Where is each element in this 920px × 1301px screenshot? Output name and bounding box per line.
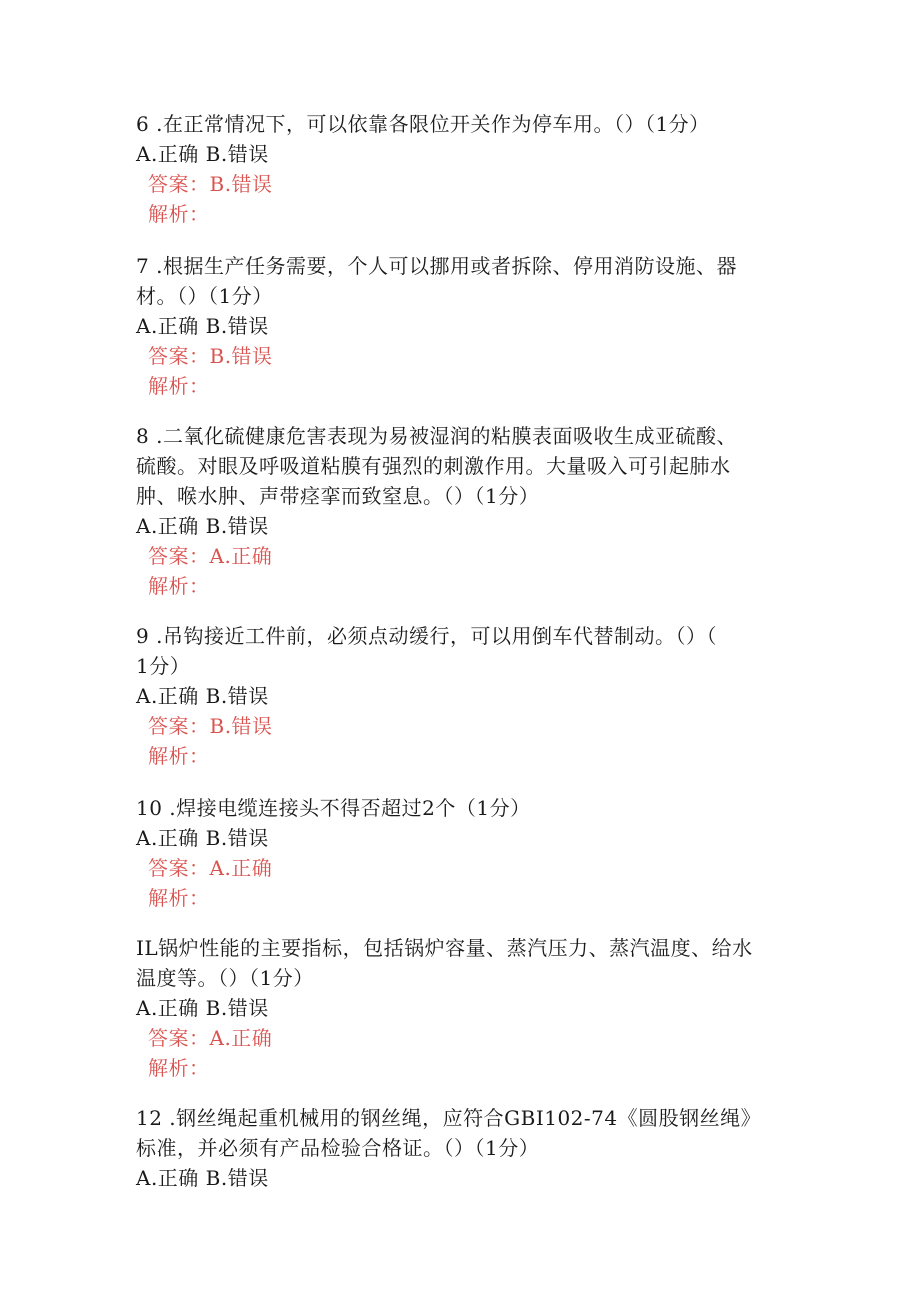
question-analysis: 解析：	[148, 202, 210, 226]
question-analysis: 解析：	[148, 744, 210, 768]
question-options: A.正确 B.错误	[136, 514, 269, 538]
question-answer: 答案：B.错误	[148, 344, 273, 368]
question-answer: 答案：A.正确	[148, 1026, 273, 1050]
question-stem-line: 9 .吊钩接近工件前，必须点动缓行，可以用倒车代替制动。（）（	[136, 624, 717, 648]
question-answer: 答案：B.错误	[148, 714, 273, 738]
question-answer: 答案：B.错误	[148, 172, 273, 196]
question-stem-line: 硫酸。对眼及呼吸道粘膜有强烈的刺激作用。大量吸入可引起肺水	[136, 454, 731, 478]
question-stem-line: 肿、喉水肿、声带痉挛而致窒息。（）（1分）	[136, 484, 540, 508]
question-analysis: 解析：	[148, 574, 210, 598]
question-options: A.正确 B.错误	[136, 142, 269, 166]
question-stem-line: 12 .钢丝绳起重机械用的钢丝绳，应符合GBI102-74《圆股钢丝绳》	[136, 1106, 762, 1130]
question-analysis: 解析：	[148, 374, 210, 398]
question-stem-line: 标准，并必须有产品检验合格证。（）（1分）	[136, 1136, 540, 1160]
question-options: A.正确 B.错误	[136, 684, 269, 708]
question-options: A.正确 B.错误	[136, 826, 269, 850]
question-10	[136, 794, 796, 914]
question-options: A.正确 B.错误	[136, 314, 269, 338]
question-options: A.正确 B.错误	[136, 996, 269, 1020]
question-stem-line: IL锅炉性能的主要指标，包括锅炉容量、蒸汽压力、蒸汽温度、给水	[136, 936, 753, 960]
question-stem-line: 7 .根据生产任务需要，个人可以挪用或者拆除、停用消防设施、器	[136, 254, 737, 278]
question-analysis: 解析：	[148, 886, 210, 910]
question-9	[136, 622, 796, 772]
question-stem-line: 6 .在正常情况下，可以依靠各限位开关作为停车用。（）（1分）	[136, 112, 710, 136]
question-answer: 答案：A.正确	[148, 856, 273, 880]
question-stem-line: 温度等。（）（1分）	[136, 966, 314, 990]
question-analysis: 解析：	[148, 1056, 210, 1080]
question-12	[136, 1104, 796, 1194]
question-answer: 答案：A.正确	[148, 544, 273, 568]
question-8	[136, 422, 796, 602]
question-stem-line: 材。（）（1分）	[136, 284, 273, 308]
question-7	[136, 252, 796, 402]
question-stem-line: 1分）	[136, 654, 191, 678]
question-11	[136, 934, 796, 1084]
question-stem-line: 8 .二氧化硫健康危害表现为易被湿润的粘膜表面吸收生成亚硫酸、	[136, 424, 737, 448]
question-options: A.正确 B.错误	[136, 1166, 269, 1190]
question-stem-line: 10 .焊接电缆连接头不得否超过2个（1分）	[136, 796, 531, 820]
question-6	[136, 110, 796, 230]
